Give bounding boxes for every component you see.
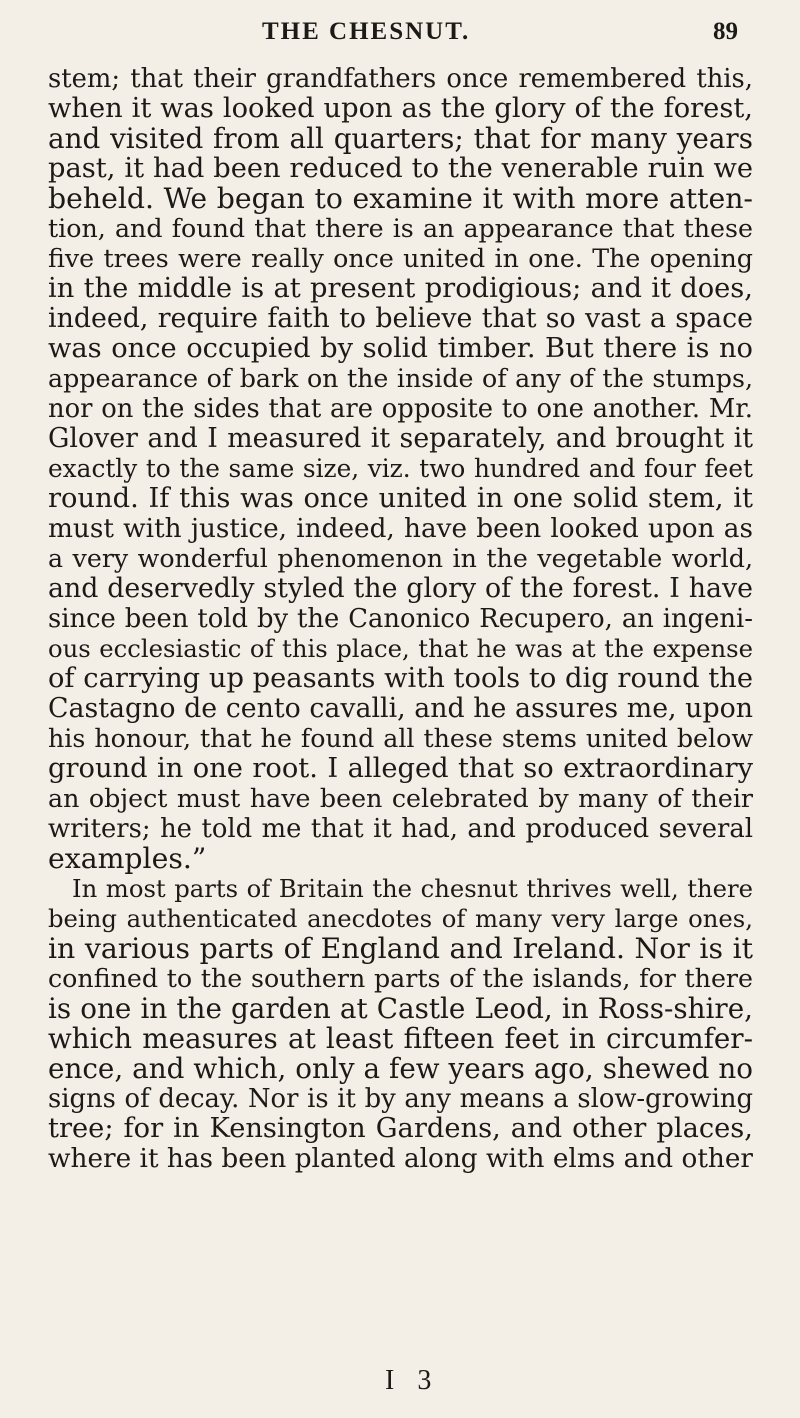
text-line: and deservedly styled the glory of the forest. I have	[48, 573, 753, 604]
text-line: of carrying up peasants with tools to dig round the	[48, 663, 753, 694]
text-line: confined to the southern parts of the islands, for there	[48, 964, 753, 993]
text-line: an object must have been celebrated by many of their	[48, 784, 753, 813]
text-line: stem; that their grandfathers once remembered this,	[48, 64, 753, 94]
text-line: being authenticated anecdotes of many very large ones,	[48, 904, 753, 933]
text-line: since been told by the Canonico Recupero, an ingeni-	[48, 604, 753, 634]
text-line: past, it had been reduced to the venerable ruin we	[48, 153, 753, 184]
text-line: round. If this was once united in one solid stem, it	[48, 483, 753, 514]
text-line: examples.”	[48, 842, 207, 875]
text-line: nor on the sides that are opposite to one another. Mr.	[48, 394, 753, 424]
signature-mark: I 3	[385, 1365, 440, 1396]
text-line: where it has been planted along with elms and other	[48, 1144, 753, 1174]
text-line: beheld. We began to examine it with more atten-	[48, 182, 753, 215]
text-line: ous ecclesiastic of this place, that he was at the expense	[48, 634, 753, 663]
body-text	[48, 64, 753, 1174]
text-line: writers; he told me that it had, and produced several	[48, 814, 753, 844]
text-line: which measures at least fifteen feet in circumfer-	[48, 1022, 753, 1055]
text-line: a very wonderful phenomenon in the vegetable world,	[48, 544, 753, 573]
text-line: in the middle is at present prodigious; and it does,	[48, 273, 753, 304]
text-line: ence, and which, only a few years ago, shewed no	[48, 1052, 753, 1085]
text-line: five trees were really once united in one. The opening	[48, 244, 753, 273]
text-line: tree; for in Kensington Gardens, and other places,	[48, 1113, 753, 1144]
text-line: must with justice, indeed, have been looked upon as	[48, 514, 753, 544]
text-line: was once occupied by solid timber. But there is no	[48, 333, 753, 364]
text-line: signs of decay. Nor is it by any means a slow-growing	[48, 1084, 753, 1114]
text-line: indeed, require faith to believe that so vast a space	[48, 303, 753, 334]
text-line: Glover and I measured it separately, and brought it	[48, 423, 753, 454]
text-line: tion, and found that there is an appearance that these	[48, 214, 753, 243]
page-number: 89	[713, 18, 738, 45]
text-line: ground in one root. I alleged that so extraordinary	[48, 753, 753, 784]
text-line: exactly to the same size, viz. two hundred and four feet	[48, 454, 753, 483]
running-title: THE CHESNUT.	[262, 18, 471, 45]
running-head	[0, 10, 800, 50]
text-line: his honour, that he found all these stems united below	[48, 724, 753, 753]
text-line: is one in the garden at Castle Leod, in Ross-shire,	[48, 992, 753, 1025]
text-line: Castagno de cento cavalli, and he assures me, upon	[48, 693, 753, 724]
text-line: and visited from all quarters; that for many years	[48, 122, 753, 155]
text-line: when it was looked upon as the glory of the forest,	[48, 93, 753, 124]
text-line: in various parts of England and Ireland. Nor is it	[48, 932, 753, 965]
text-line: appearance of bark on the inside of any of the stumps,	[48, 364, 753, 393]
paragraph-start-line: In most parts of Britain the chesnut thrives well, there	[72, 874, 753, 903]
